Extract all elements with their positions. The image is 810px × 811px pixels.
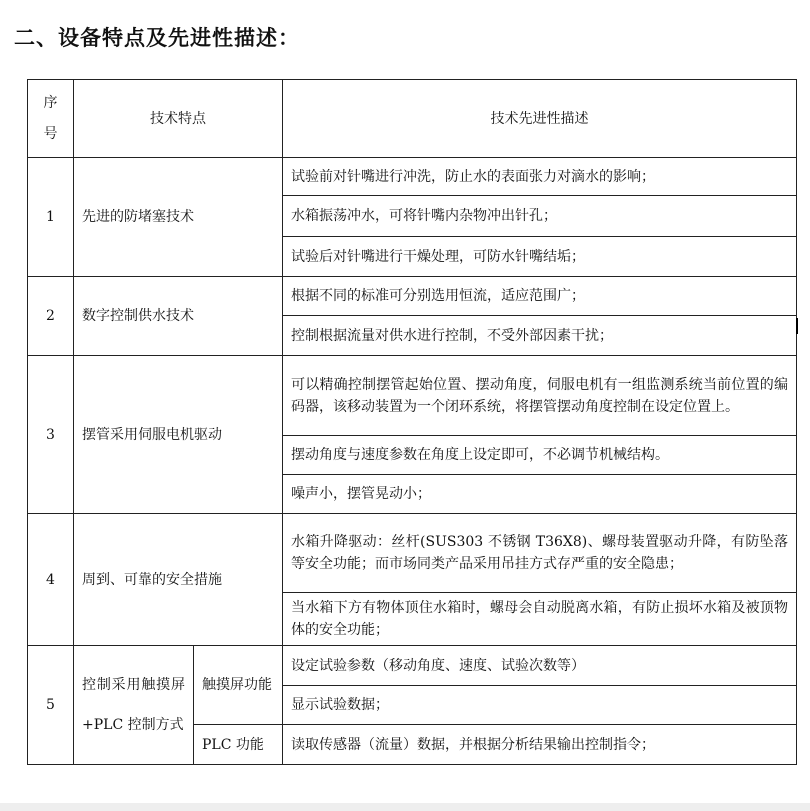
row-desc: 根据不同的标准可分别选用恒流，适应范围广； <box>283 277 797 316</box>
row-desc: 可以精确控制摆管起始位置、摆动角度，伺服电机有一组监测系统当前位置的编码器，该移动装置为一个闭环系统，将摆管摆动角度控制在设定位置上。 <box>283 356 797 436</box>
row-num: 1 <box>28 158 74 277</box>
table-row <box>28 514 797 593</box>
row-desc: 读取传感器（流量）数据，并根据分析结果输出控制指令； <box>283 725 797 765</box>
row-feature: 数字控制供水技术 <box>74 277 283 356</box>
row-desc: 噪声小，摆管晃动小； <box>283 475 797 514</box>
table-row <box>28 356 797 436</box>
page-bottom-bar <box>0 803 810 811</box>
table-row <box>28 158 797 196</box>
row-num: 2 <box>28 277 74 356</box>
row-desc: 试验后对针嘴进行干燥处理，可防水针嘴结垢； <box>283 237 797 277</box>
row-feature: 周到、可靠的安全措施 <box>74 514 283 646</box>
header-desc: 技术先进性描述 <box>283 80 797 158</box>
row-num: 3 <box>28 356 74 514</box>
row-num: 5 <box>28 646 74 765</box>
section-heading: 二、设备特点及先进性描述： <box>14 26 300 50</box>
row-sub-label: PLC 功能 <box>194 725 283 765</box>
row-desc: 控制根据流量对供水进行控制，不受外部因素干扰； <box>283 316 797 356</box>
row-num: 4 <box>28 514 74 646</box>
header-num: 序号 <box>28 80 74 158</box>
table-row <box>28 277 797 316</box>
row-desc: 设定试验参数（移动角度、速度、试验次数等） <box>283 646 797 686</box>
header-feature: 技术特点 <box>74 80 283 158</box>
features-table <box>27 79 797 765</box>
row-desc: 试验前对针嘴进行冲洗，防止水的表面张力对滴水的影响； <box>283 158 797 196</box>
row-desc: 水箱振荡冲水，可将针嘴内杂物冲出针孔； <box>283 196 797 237</box>
row-feature: 摆管采用伺服电机驱动 <box>74 356 283 514</box>
row-desc: 摆动角度与速度参数在角度上设定即可，不必调节机械结构。 <box>283 436 797 475</box>
table-header-row <box>28 80 797 158</box>
row-desc: 水箱升降驱动：丝杆(SUS303 不锈钢 T36X8)、螺母装置驱动升降，有防坠落等安全功能；而市场同类产品采用吊挂方式存严重的安全隐患； <box>283 514 797 593</box>
row-desc: 当水箱下方有物体顶住水箱时，螺母会自动脱离水箱，有防止损坏水箱及被顶物体的安全功能； <box>283 593 797 646</box>
row-sub-label: 触摸屏功能 <box>194 646 283 725</box>
row-feature: 控制采用触摸屏+PLC 控制方式 <box>74 646 194 765</box>
table-row <box>28 646 797 686</box>
text-cursor <box>796 318 798 334</box>
row-feature: 先进的防堵塞技术 <box>74 158 283 277</box>
row-desc: 显示试验数据； <box>283 686 797 725</box>
